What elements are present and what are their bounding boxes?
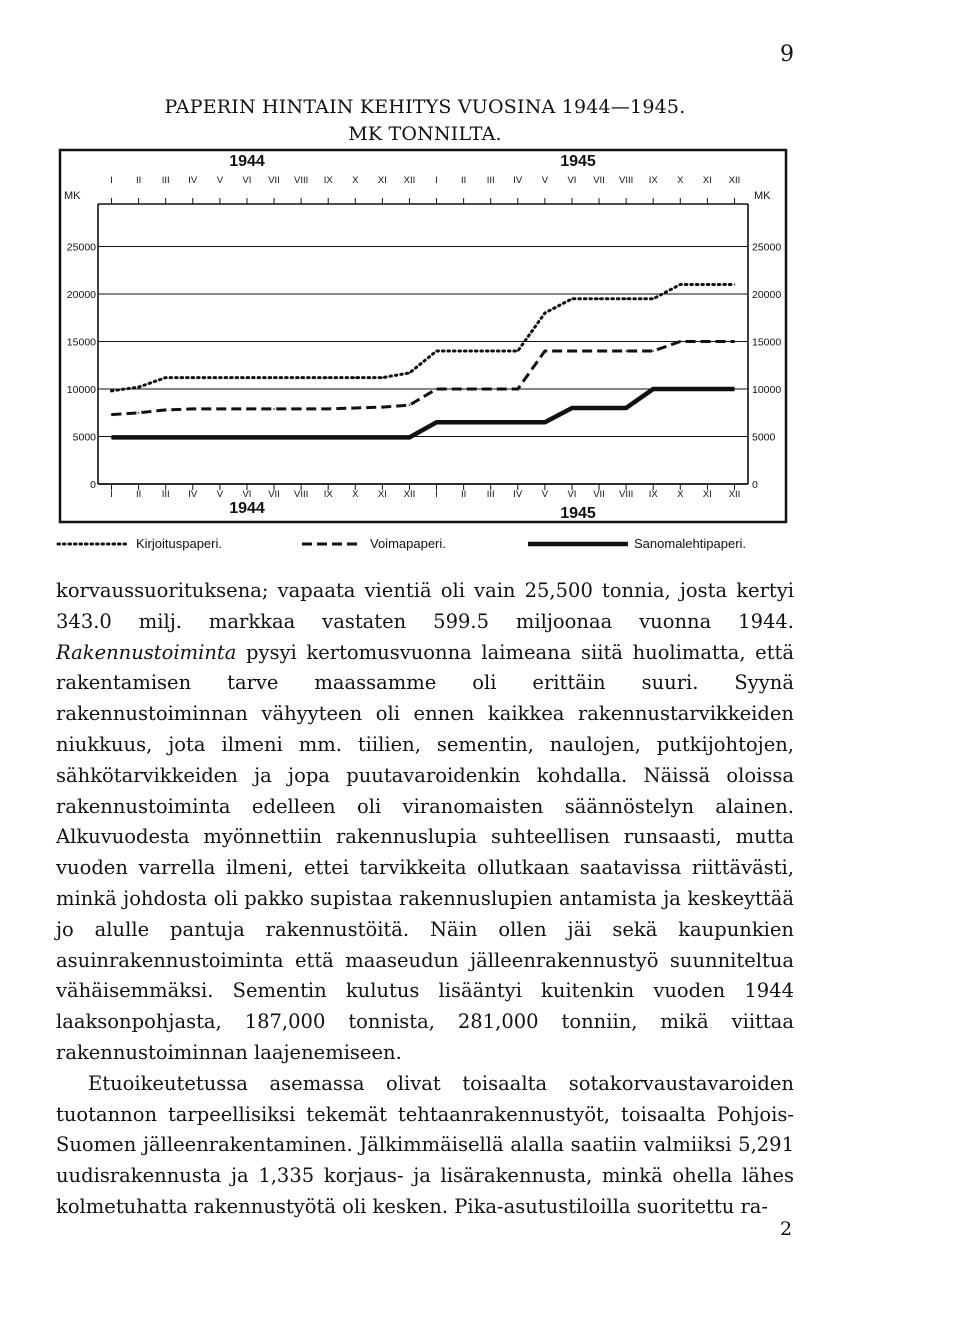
month-label-top: IX: [323, 175, 333, 186]
footer-page-number: 2: [780, 1218, 793, 1240]
year-label-bottom: 1945: [560, 505, 596, 522]
data-point: [327, 437, 329, 439]
legend-label: Sanomalehtipaperi.: [634, 536, 747, 551]
italic-term: Rakennustoiminta: [56, 640, 237, 664]
data-point: [707, 341, 709, 343]
data-point: [517, 350, 519, 352]
y-tick-label-left: 25000: [66, 241, 96, 254]
month-label-bottom: XI: [702, 489, 712, 500]
data-point: [625, 298, 627, 300]
month-label-bottom: III: [161, 489, 170, 500]
data-point: [300, 437, 302, 439]
month-label-bottom: I: [435, 489, 438, 500]
chart-title-line-1: PAPERIN HINTAIN KEHITYS VUOSINA 1944—1945.: [164, 96, 686, 118]
month-label-top: VI: [242, 175, 252, 186]
year-label-top: 1944: [229, 153, 265, 170]
data-point: [544, 350, 546, 352]
month-label-top: VIII: [293, 175, 309, 186]
data-point: [679, 341, 681, 343]
data-point: [327, 408, 329, 410]
body-text: [56, 576, 794, 1223]
y-tick-label-left: 15000: [66, 336, 96, 349]
data-point: [598, 298, 600, 300]
month-label-top: IV: [188, 175, 198, 186]
month-label-bottom: VII: [593, 489, 605, 500]
data-point: [192, 377, 194, 379]
month-label-top: X: [677, 175, 684, 186]
month-label-bottom: XII: [403, 489, 416, 500]
data-point: [273, 408, 275, 410]
data-point: [246, 408, 248, 410]
data-point: [354, 437, 356, 439]
data-point: [734, 341, 736, 343]
data-point: [273, 377, 275, 379]
data-point: [679, 284, 681, 286]
data-point: [382, 437, 384, 439]
month-label-top: III: [486, 175, 495, 186]
chart-series: [111, 284, 736, 439]
month-label-bottom: I: [110, 489, 113, 500]
month-label-top: VII: [593, 175, 605, 186]
month-label-top: IX: [648, 175, 658, 186]
data-point: [598, 350, 600, 352]
data-point: [165, 437, 167, 439]
month-label-top: III: [161, 175, 170, 186]
data-point: [246, 437, 248, 439]
month-label-top: II: [460, 175, 467, 186]
month-label-top: I: [435, 175, 438, 186]
month-label-bottom: IV: [188, 489, 198, 500]
month-label-bottom: V: [541, 489, 549, 500]
month-label-top: IV: [513, 175, 523, 186]
data-point: [246, 377, 248, 379]
month-label-top: I: [110, 175, 113, 186]
month-label-top: XII: [403, 175, 416, 186]
chart-legend: [58, 536, 746, 551]
month-label-bottom: VII: [268, 489, 280, 500]
month-label-bottom: X: [677, 489, 684, 500]
price-chart: [0, 0, 960, 570]
month-label-bottom: XI: [377, 489, 387, 500]
data-point: [273, 437, 275, 439]
data-point: [382, 406, 384, 408]
legend-label: Kirjoituspaperi.: [136, 536, 222, 551]
data-point: [598, 407, 600, 409]
data-point: [165, 377, 167, 379]
data-point: [652, 298, 654, 300]
data-point: [490, 350, 492, 352]
data-point: [436, 388, 438, 390]
data-point: [111, 414, 113, 416]
year-label-bottom: 1944: [229, 500, 265, 517]
year-label-top: 1945: [560, 153, 596, 170]
month-label-bottom: VIII: [293, 489, 309, 500]
month-label-top: X: [352, 175, 359, 186]
month-label-top: II: [135, 175, 142, 186]
data-point: [544, 421, 546, 423]
y-tick-label-right: 25000: [752, 241, 782, 254]
chart-labels: [64, 153, 781, 522]
month-label-bottom: IX: [323, 489, 333, 500]
data-point: [138, 437, 140, 439]
y-tick-label-right: 5000: [752, 431, 776, 444]
paragraph: [56, 576, 794, 1069]
month-label-bottom: II: [460, 489, 467, 500]
month-label-bottom: VI: [242, 489, 252, 500]
month-label-top: V: [541, 175, 549, 186]
month-label-bottom: VI: [567, 489, 577, 500]
month-label-bottom: X: [352, 489, 359, 500]
legend-label: Voimapaperi.: [370, 536, 446, 551]
y-tick-label-left: 10000: [66, 384, 96, 396]
chart-frame: [60, 150, 786, 522]
month-label-top: XI: [377, 175, 387, 186]
data-point: [436, 421, 438, 423]
y-tick-label-left: 20000: [66, 289, 96, 301]
month-label-top: V: [216, 175, 224, 186]
paragraph-text: korvaussuorituksena; vapaata vientiä oli vain 25,500 tonnia, josta kertyi 343.0 milj. markkaa vastaten 599.5 miljoonaa vuonna 1944.: [56, 579, 794, 633]
data-point: [463, 350, 465, 352]
data-point: [192, 437, 194, 439]
y-tick-label-right: 10000: [752, 384, 782, 396]
month-label-bottom: XII: [728, 489, 741, 500]
data-point: [300, 377, 302, 379]
series-line-solid: [112, 389, 735, 437]
data-point: [382, 377, 384, 379]
data-point: [463, 388, 465, 390]
month-label-top: XII: [728, 175, 741, 186]
month-label-bottom: III: [486, 489, 495, 500]
paragraph-text: pysyi kertomusvuonna laimeana siitä huolimatta, että rakentamisen tarve maassamme oli erittäin suuri. Syynä rakennustoiminnan vähyyteen oli ennen kaikkea rakennustarvikkeiden niukkuus, jota ilmeni mm. tiilien, sementin, naulojen, putkijohtojen, sähkötarvikkeiden ja jopa puutavaroidenkin kohdalla. Näissä oloissa rakennustoiminta edelleen oli viranomaisten säännöstelyn alainen. Alkuvuodesta myönnettiin rakennuslupia suhteellisen runsaasti, mutta vuoden varrella ilmeni, ettei tarvikkeita ollutkaan saatavissa riittävästi, minkä johdosta oli pakko supistaa rakennuslupien antamista ja keskeyttää jo alulle pantuja rakennustöitä. Näin ollen jäi sekä kaupunkien asuinrakennustoiminta että maaseudun jälleenrakennustyö suunniteltua vähäisemmäksi. Sementin kulutus lisääntyi kuitenkin vuoden 1944 laaksonpohjasta, 187,000 tonnista, 281,000 tonniin, mikä viittaa rakennustoiminnan laajenemiseen.: [56, 640, 794, 1064]
data-point: [625, 407, 627, 409]
data-point: [436, 350, 438, 352]
y-tick-label-right: 0: [752, 479, 758, 491]
data-point: [652, 388, 654, 390]
data-point: [409, 372, 411, 374]
data-point: [517, 421, 519, 423]
data-point: [707, 284, 709, 286]
data-point: [219, 377, 221, 379]
data-point: [409, 404, 411, 406]
data-point: [111, 437, 113, 439]
y-tick-label-right: 20000: [752, 289, 782, 301]
month-label-bottom: IX: [648, 489, 658, 500]
data-point: [490, 421, 492, 423]
data-point: [734, 284, 736, 286]
data-point: [327, 377, 329, 379]
data-point: [354, 407, 356, 409]
y-tick-label-left: 5000: [72, 431, 96, 444]
data-point: [219, 408, 221, 410]
paragraph: [56, 1069, 794, 1223]
data-point: [734, 388, 736, 390]
paragraph-text: Etuoikeutetussa asemassa olivat toisaalta sotakorvaustavaroiden tuotannon tarpeellisiksi tekemät tehtaanrakennustyöt, toisaalta Pohjois-Suomen jälleenrakentaminen. Jälkimmäisellä alalla saatiin valmiiksi 5,291 uudisrakennusta ja 1,335 korjaus- ja lisärakennusta, minkä ohella lähes kolmetuhatta rakennustyötä oli kesken. Pika-asutustiloilla suoritettu ra-: [56, 1071, 794, 1218]
data-point: [219, 437, 221, 439]
month-label-top: VIII: [618, 175, 634, 186]
data-point: [354, 377, 356, 379]
y-tick-label-right: 15000: [752, 336, 782, 349]
data-point: [463, 421, 465, 423]
month-label-bottom: II: [135, 489, 142, 500]
month-label-top: VI: [567, 175, 577, 186]
data-point: [138, 412, 140, 414]
page-number: 9: [780, 42, 794, 67]
month-label-bottom: V: [216, 489, 224, 500]
data-point: [707, 388, 709, 390]
data-point: [571, 298, 573, 300]
y-tick-label-left: 0: [90, 479, 96, 491]
data-point: [490, 388, 492, 390]
data-point: [192, 408, 194, 410]
data-point: [625, 350, 627, 352]
data-point: [300, 408, 302, 410]
month-label-top: VII: [268, 175, 280, 186]
y-axis-label-right: MK: [754, 190, 771, 202]
month-label-bottom: IV: [513, 489, 523, 500]
data-point: [652, 350, 654, 352]
data-point: [165, 409, 167, 411]
data-point: [138, 386, 140, 388]
data-point: [571, 407, 573, 409]
y-axis-label-left: MK: [64, 190, 81, 202]
month-label-bottom: VIII: [618, 489, 634, 500]
data-point: [571, 350, 573, 352]
data-point: [544, 312, 546, 314]
chart-grid: [60, 150, 786, 522]
series-line-dotted: [112, 285, 735, 391]
data-point: [111, 390, 113, 392]
chart-title-line-2: MK TONNILTA.: [348, 123, 502, 145]
month-label-top: XI: [702, 175, 712, 186]
data-point: [409, 437, 411, 439]
data-point: [517, 388, 519, 390]
data-point: [679, 388, 681, 390]
